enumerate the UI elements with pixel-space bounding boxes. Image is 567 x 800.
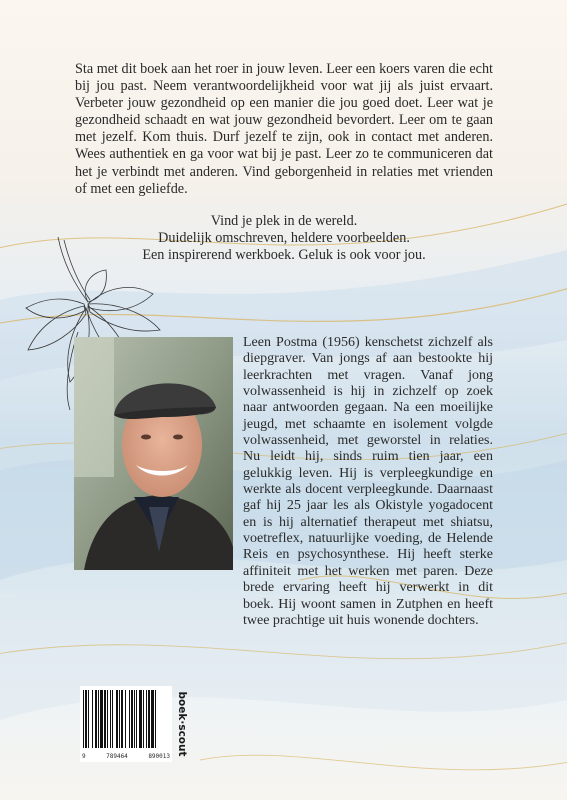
barcode-bar	[121, 690, 123, 748]
publisher-logo	[174, 684, 190, 764]
blurb-text	[75, 61, 493, 198]
barcode-bar	[139, 690, 142, 748]
barcode-bar	[85, 690, 87, 748]
barcode-bar	[155, 690, 156, 748]
barcode-bar	[110, 690, 111, 748]
barcode-bar	[136, 690, 137, 748]
barcode-bar	[116, 690, 118, 748]
barcode-bar	[88, 690, 89, 748]
tagline-line: Duidelijk omschreven, heldere voorbeelden.	[158, 230, 410, 247]
barcode-bar	[98, 690, 99, 748]
barcode-bar	[146, 690, 147, 748]
publisher-name: boek·scout	[176, 691, 188, 757]
author-portrait	[74, 337, 233, 570]
barcode-bar	[100, 690, 103, 748]
barcode-bar	[119, 690, 120, 748]
barcode-bar	[151, 690, 154, 748]
tagline-line: Vind je plek in de wereld.	[210, 213, 358, 229]
tagline-line: Een inspirerend werkboek. Geluk is ook voor jou.	[142, 247, 426, 264]
barcode-bars	[80, 686, 172, 752]
barcode-bar	[129, 690, 130, 748]
barcode-bar	[131, 690, 133, 748]
barcode-digit-group: 890013	[148, 753, 170, 760]
barcode-bar	[143, 690, 144, 748]
barcode-digit-group: 9	[82, 753, 86, 760]
barcode-bar	[112, 690, 113, 748]
barcode-bar	[107, 690, 108, 748]
blurb-paragraph: Sta met dit boek aan het roer in jouw leven. Leer een koers varen die echt bij jou past. Neem verantwoordelijkheid voor wat jij als juist ervaart. Verbeter jouw gezondheid op een manier die jou goed doet. Leer wat je gezondheid schaadt en wat jouw gezondheid bevordert. Leer om te gaan met jezelf. Kom thuis. Durf jezelf te zijn, ook in contact met anderen. Wees authentiek en ga voor wat bij je past. Leer zo te communiceren dat het je verbindt met anderen. Vind geborgenheid in relaties met vrienden of met een geliefde.	[75, 61, 493, 197]
barcode-digit-group: 789464	[106, 753, 128, 760]
barcode-bar	[148, 690, 150, 748]
barcode-bar	[125, 690, 126, 748]
barcode-bar	[83, 690, 84, 748]
barcode-bar	[95, 690, 97, 748]
isbn-barcode	[80, 686, 172, 762]
barcode-bar	[104, 690, 106, 748]
barcode-bar	[92, 690, 93, 748]
barcode-bar	[134, 690, 135, 748]
barcode-digits	[80, 753, 172, 760]
author-biography: Leen Postma (1956) kenschetst zichzelf als diepgraver. Van jongs af aan bestookte hij leerkrachten met vragen. Vanaf jong volwassenheid is hij in zichzelf op zoek naar antwoorden gegaan. Na een moeilijke jeugd, met schaamte en isolement volgde volwassenheid, met geworstel in relaties. Nu leidt hij, sinds ruim tien jaar, een gelukkig leven. Hij is verpleegkundige en werkte als docent verpleegkunde. Daarnaast gaf hij 25 jaar les als Okistyle yogadocent en is hij alternatief therapeut met shiatsu, voetreflex, natuurlijke voeding, de Helende Reis en psychosynthese. Hij heeft sterke affiniteit met het werken met paren. Deze brede ervaring heeft hij verwerkt in dit boek. Hij woont samen in Zutphen en heeft twee prachtige uit huis wonende dochters.	[243, 335, 493, 628]
